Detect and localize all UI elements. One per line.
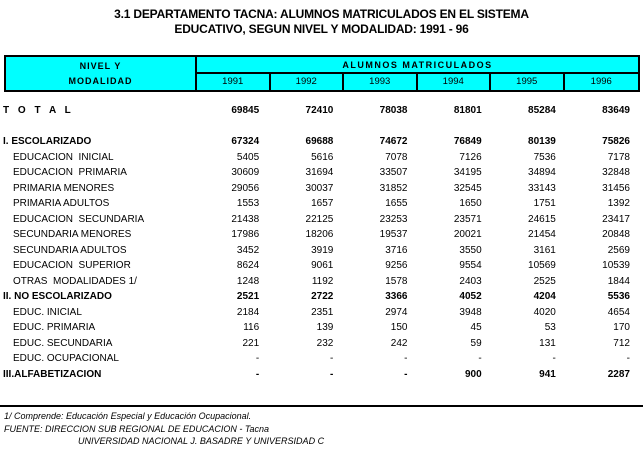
table-row (0, 305, 636, 321)
footer-divider (0, 405, 643, 407)
cell-value: 81801 (453, 105, 482, 116)
cell-value: 2403 (459, 275, 482, 287)
cell-value: 18206 (305, 229, 334, 240)
cell-value: 4204 (533, 291, 556, 302)
cell-value: 2287 (607, 368, 630, 380)
cell-value: 3919 (311, 244, 334, 256)
table-header (4, 55, 640, 92)
row-label: SECUNDARIA MENORES (13, 229, 132, 240)
cell-value: 1650 (459, 198, 482, 209)
year-header: 1991 (197, 74, 271, 90)
cell-value: 116 (243, 322, 260, 333)
cell-value: 23417 (602, 213, 630, 225)
cell-value: 1553 (236, 198, 260, 209)
cell-value: 3550 (459, 244, 482, 256)
cell-value: 33143 (528, 182, 556, 194)
cell-value: 34195 (453, 167, 482, 178)
cell-value: 80139 (528, 136, 556, 147)
cell-value: 150 (390, 322, 408, 333)
row-label: I. ESCOLARIZADO (3, 136, 92, 147)
cell-value: 9554 (459, 260, 482, 271)
row-label: EDUC. PRIMARIA (13, 322, 96, 333)
footnote-source-2: UNIVERSIDAD NACIONAL J. BASADRE Y UNIVERSIDAD C (78, 436, 325, 446)
cell-value: 2521 (236, 291, 260, 302)
cell-value: 32545 (453, 182, 482, 194)
table-row (0, 227, 636, 243)
cell-value: 7536 (533, 151, 556, 163)
cell-value: 31456 (602, 182, 630, 194)
table-row (0, 212, 636, 228)
cell-value: 900 (464, 368, 482, 380)
cell-value: 85284 (528, 105, 556, 116)
year-header: 1993 (344, 74, 418, 90)
cell-value: 1192 (311, 275, 334, 287)
cell-value: 83649 (602, 105, 630, 116)
row-label: EDUCACION SUPERIOR (13, 260, 131, 271)
cell-value: 2569 (607, 244, 630, 256)
page-title (0, 7, 643, 37)
cell-value: 45 (470, 322, 482, 333)
table-row (0, 103, 636, 119)
cell-value: 32848 (602, 167, 630, 178)
cell-value: 20848 (602, 229, 630, 240)
row-label: EDUC. SECUNDARIA (13, 337, 113, 349)
row-label: PRIMARIA ADULTOS (13, 198, 110, 209)
cell-value: 29056 (231, 182, 260, 194)
cell-value: 139 (316, 322, 334, 333)
row-label: OTRAS MODALIDADES 1/ (13, 275, 137, 287)
cell-value: - (404, 353, 408, 364)
title-line-2: EDUCATIVO, SEGUN NIVEL Y MODALIDAD: 1991 - 96 (174, 22, 469, 36)
row-label: II. NO ESCOLARIZADO (3, 291, 112, 302)
cell-value: 3948 (459, 306, 482, 318)
table-row (0, 274, 636, 290)
spacer-row (0, 119, 636, 135)
cell-value: 221 (242, 337, 260, 349)
cell-value: 7178 (607, 151, 630, 163)
cell-value: - (329, 353, 334, 364)
table-row (0, 336, 636, 352)
row-label: EDUCACION SECUNDARIA (13, 213, 145, 225)
cell-value: 8624 (236, 260, 260, 271)
data-table (4, 55, 640, 92)
year-header: 1992 (271, 74, 345, 90)
cell-value: 74672 (379, 136, 408, 147)
cell-value: 5616 (311, 151, 334, 163)
year-header: 1995 (491, 74, 565, 90)
cell-value: 1392 (607, 198, 630, 209)
cell-value: 19537 (379, 229, 408, 240)
header-row-label (6, 57, 197, 90)
year-row (197, 74, 638, 90)
cell-value: 941 (539, 368, 556, 380)
cell-value: 21438 (231, 213, 260, 225)
cell-value: 31852 (379, 182, 408, 194)
cell-value: 4654 (607, 306, 630, 318)
table-row (0, 243, 636, 259)
cell-value: - (552, 353, 556, 364)
row-label: SECUNDARIA ADULTOS (13, 244, 127, 256)
cell-value: 76849 (453, 136, 482, 147)
cell-value: 1578 (385, 275, 408, 287)
cell-value: 242 (390, 337, 408, 349)
header-row-label-line2: MODALIDAD (68, 75, 133, 86)
footnote-1: 1/ Comprende: Educación Especial y Educación Ocupacional. (4, 411, 252, 421)
cell-value: 30037 (305, 182, 334, 194)
cell-value: 3161 (533, 244, 556, 256)
cell-value: 3366 (385, 291, 408, 302)
cell-value: 1657 (311, 198, 334, 209)
cell-value: - (626, 353, 630, 364)
cell-value: 20021 (453, 229, 482, 240)
header-row-label-line1: NIVEL Y (79, 60, 122, 71)
cell-value: - (404, 368, 408, 380)
cell-value: 10539 (602, 260, 630, 271)
row-label: EDUCACION PRIMARIA (13, 167, 127, 178)
cell-value: 21454 (528, 229, 556, 240)
cell-value: 10569 (528, 260, 556, 271)
year-header: 1994 (418, 74, 492, 90)
cell-value: 1844 (607, 275, 630, 287)
cell-value: 4020 (533, 306, 556, 318)
row-label: T O T A L (3, 105, 74, 116)
cell-value: 24615 (528, 213, 556, 225)
table-row (0, 367, 636, 383)
cell-value: 31694 (305, 167, 334, 178)
cell-value: 2184 (236, 306, 260, 318)
cell-value: 2974 (385, 306, 408, 318)
cell-value: 72410 (305, 105, 334, 116)
cell-value: 67324 (231, 136, 260, 147)
cell-value: 5536 (607, 291, 630, 302)
cell-value: 59 (470, 337, 482, 349)
cell-value: - (329, 368, 334, 380)
cell-value: 9061 (311, 260, 334, 271)
year-header: 1996 (590, 76, 612, 87)
cell-value: 17986 (231, 229, 260, 240)
cell-value: - (255, 368, 260, 380)
table-row (0, 165, 636, 181)
cell-value: 53 (544, 322, 556, 333)
row-label: EDUC. OCUPACIONAL (13, 353, 119, 364)
table-row (0, 196, 636, 212)
cell-value: - (478, 353, 482, 364)
cell-value: 131 (539, 337, 556, 349)
table-row (0, 289, 636, 305)
cell-value: 9256 (385, 260, 408, 271)
cell-value: 33507 (379, 167, 408, 178)
cell-value: 1248 (236, 275, 260, 287)
cell-value: 3452 (236, 244, 260, 256)
row-label: EDUC. INICIAL (13, 306, 82, 318)
footnote-source: FUENTE: DIRECCION SUB REGIONAL DE EDUCACION - Tacna (4, 423, 270, 434)
cell-value: 30609 (231, 167, 260, 178)
cell-value: 712 (613, 337, 630, 349)
row-label: EDUCACION INICIAL (13, 151, 114, 163)
cell-value: 232 (316, 337, 334, 349)
table-body (0, 103, 636, 382)
table-row (0, 351, 636, 367)
table-row (0, 150, 636, 166)
row-label: III.ALFABETIZACION (3, 368, 102, 380)
cell-value: 22125 (305, 213, 334, 225)
cell-value: 2722 (311, 291, 334, 302)
table-row (0, 320, 636, 336)
cell-value: 69845 (231, 105, 260, 116)
cell-value: 7078 (385, 151, 408, 163)
cell-value: 69688 (305, 136, 334, 147)
cell-value: 5405 (236, 151, 260, 163)
cell-value: 78038 (379, 105, 408, 116)
table-row (0, 258, 636, 274)
cell-value: 23571 (453, 213, 482, 225)
title-line-1: 3.1 DEPARTAMENTO TACNA: ALUMNOS MATRICULADOS EN EL SISTEMA (114, 7, 529, 21)
cell-value: 2351 (311, 306, 334, 318)
cell-value: 23253 (379, 213, 408, 225)
table-row (0, 134, 636, 150)
cell-value: 170 (613, 322, 630, 333)
cell-value: - (255, 353, 260, 364)
cell-value: 34894 (528, 167, 556, 178)
cell-value: 3716 (385, 244, 408, 256)
cell-value: 7126 (459, 151, 482, 163)
header-years-group (197, 57, 638, 90)
cell-value: 2525 (533, 275, 556, 287)
row-label: PRIMARIA MENORES (13, 182, 115, 194)
cell-value: 4052 (459, 291, 482, 302)
header-span-label: ALUMNOS MATRICULADOS (197, 57, 638, 74)
cell-value: 1751 (533, 198, 556, 209)
table-row (0, 181, 636, 197)
cell-value: 75826 (602, 136, 630, 147)
cell-value: 1655 (385, 198, 408, 209)
